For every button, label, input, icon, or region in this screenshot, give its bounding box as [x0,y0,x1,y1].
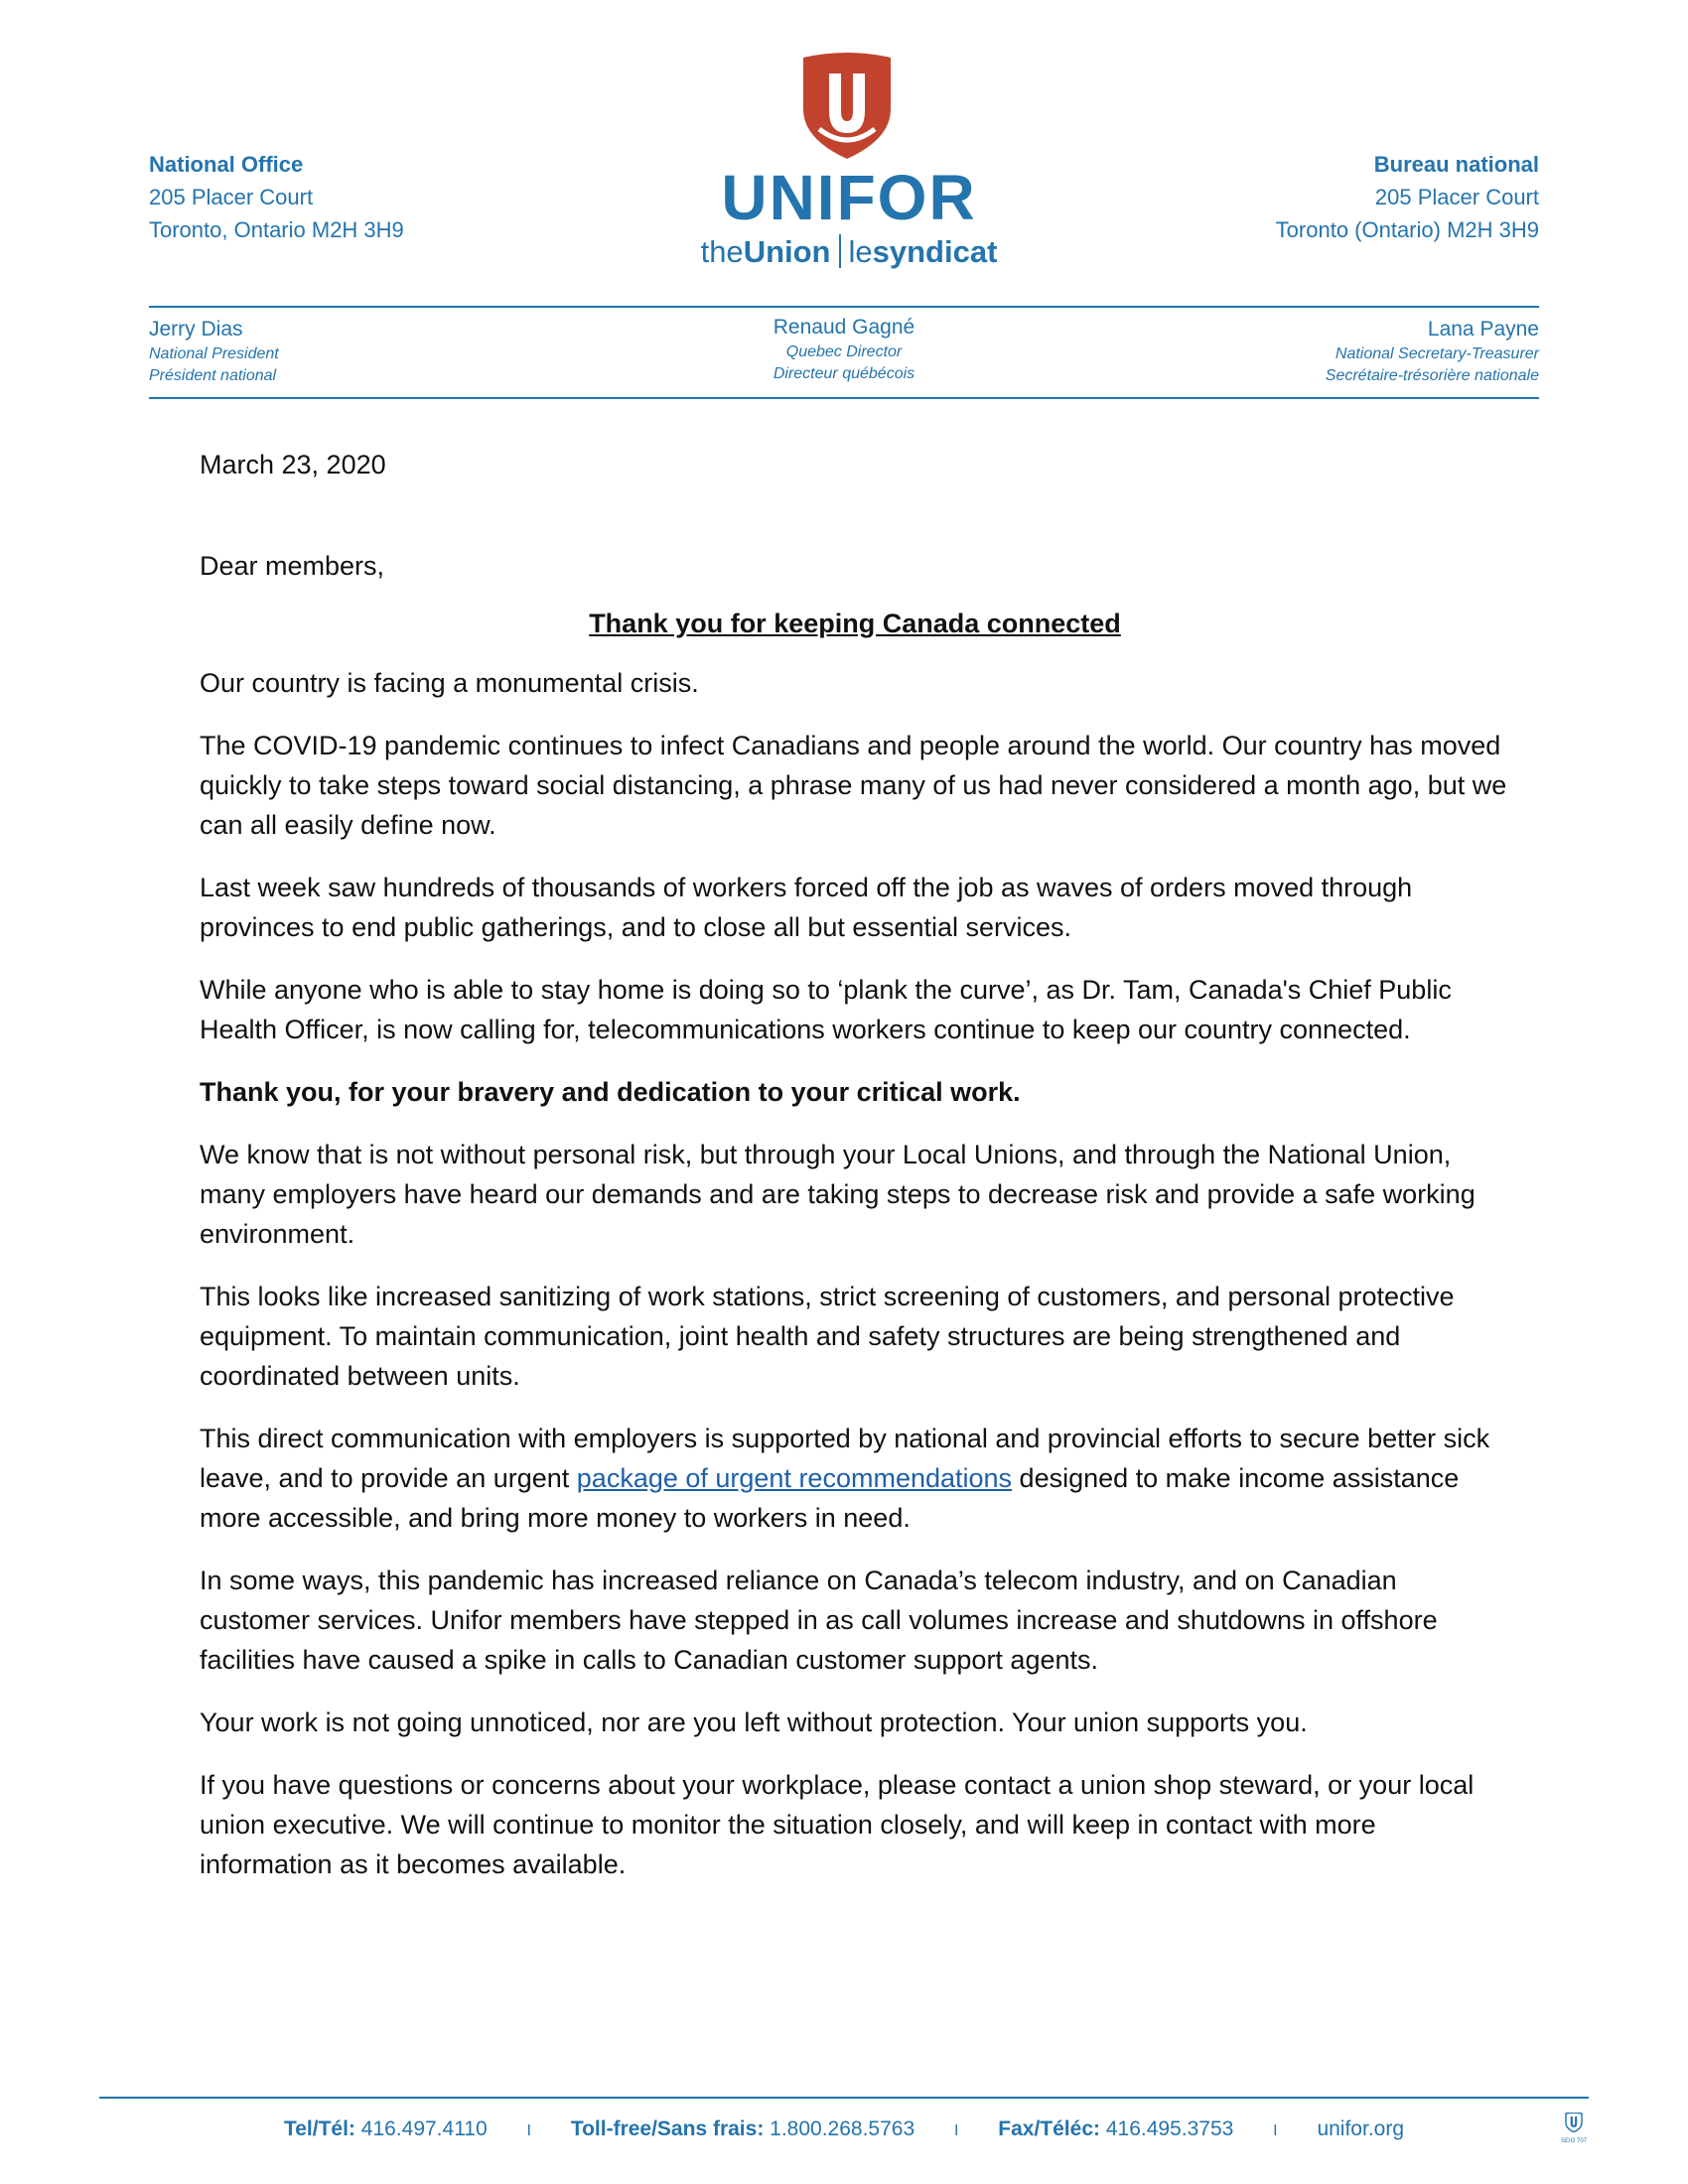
fax-label: Fax/Téléc: [998,2117,1100,2140]
officer-name: Jerry Dias [149,318,243,341]
footer-mini-logo [1561,2113,1587,2152]
footer-divider: I [953,2122,959,2139]
tagline-syndicat: syndicat [872,234,998,269]
bureau-national-title: Bureau national [1373,152,1539,177]
letter-paragraph: While anyone who is able to stay home is doing so to ‘plank the curve’, as Dr. Tam, Canada's Chief Public Health Officer, is now calling for, telecommunications workers continue to keep our country connected. [200,975,1452,1044]
unifor-logo [695,52,1003,280]
tagline-union: Union [743,234,831,269]
letter-paragraph-with-link [200,1419,1510,1538]
letter-paragraph: Your work is not going unnoticed, nor are you left without protection. Your union supports you. [200,1707,1308,1737]
officer-quebec-director [695,314,993,385]
letter-subject: Thank you for keeping Canada connected [589,609,1121,638]
footer-divider: I [526,2122,531,2139]
tagline-divider [839,234,841,268]
letter-paragraph: If you have questions or concerns about your workplace, please contact a union shop steward, or your local union executive. We will continue to monitor the situation closely, and will keep in contact with more information as it becomes available. [200,1770,1475,1879]
officer-title-en: National President [149,345,279,362]
letter-paragraph: This looks like increased sanitizing of work stations, strict screening of customers, and personal protective equipment. To maintain communication, joint health and safety structures are being strengthened and coordinated between units. [200,1282,1455,1391]
fax-number: 416.495.3753 [1105,2117,1234,2140]
letter-body [200,445,1510,1907]
officer-title-fr: Directeur québécois [773,365,915,382]
officer-name: Renaud Gagné [773,316,915,339]
letter-salutation: Dear members, [200,551,385,581]
unifor-wordmark: UNIFOR [721,162,977,233]
unifor-tagline [695,232,1003,272]
bureau-national-city: Toronto (Ontario) M2H 3H9 [1275,217,1539,242]
footer-contact [0,2115,1688,2146]
national-office-city: Toronto, Ontario M2H 3H9 [149,217,404,242]
officer-secretary-treasurer [1326,316,1539,387]
urgent-recommendations-link[interactable]: package of urgent recommendations [576,1463,1013,1493]
tollfree-label: Toll-free/Sans frais: [570,2117,765,2140]
mini-logo-caption: SEIG 707 [1561,2138,1588,2144]
officer-president [149,316,279,387]
officer-band-top-rule [149,306,1539,308]
mini-shield-icon [1565,2113,1583,2132]
letter-paragraph: Our country is facing a monumental crisis. [200,668,699,698]
letter-paragraph: Last week saw hundreds of thousands of workers forced off the job as waves of orders moved through provinces to end public gatherings, and to close all but essential services. [200,873,1413,942]
tel-number: 416.497.4110 [360,2117,488,2140]
tel-label: Tel/Tél: [283,2117,355,2140]
officer-title-en: Quebec Director [785,343,903,360]
letter-text: designed to make income assistance more accessible, and bring more money to workers in need. [200,1463,1460,1533]
footer-divider: I [1273,2122,1278,2139]
bureau-national-street: 205 Placer Court [1374,185,1539,209]
letter-text: This direct communication with employers is supported by national and provincial efforts to secure better sick leave, and to provide an urgent [200,1424,1490,1493]
officer-name: Lana Payne [1427,318,1539,341]
letter-thanks-statement: Thank you, for your bravery and dedication to your critical work. [200,1077,1021,1107]
national-office-street: 205 Placer Court [149,185,314,209]
national-office-address [149,148,404,246]
letter-paragraph: In some ways, this pandemic has increased reliance on Canada’s telecom industry, and on Canadian customer services. Unifor members have stepped in as call volumes increase and shutdowns in offshore facilities have caused a spike in calls to Canadian customer support agents. [200,1566,1438,1675]
letter-paragraph: The COVID-19 pandemic continues to infect Canadians and people around the world. Our country has moved quickly to take steps toward social distancing, a phrase many of us had never considered a month ago, but we can all easily define now. [200,731,1507,840]
website-link[interactable]: unifor.org [1317,2117,1405,2140]
officer-title-fr: Secrétaire-trésorière nationale [1325,367,1539,384]
officer-title-fr: Président national [149,367,277,384]
unifor-shield-icon [799,52,895,161]
tollfree-number: 1.800.268.5763 [770,2117,915,2140]
officer-title-en: National Secretary-Treasurer [1335,345,1539,362]
national-office-title: National Office [149,152,304,177]
bureau-national-address [1276,148,1539,246]
letter-date: March 23, 2020 [200,450,386,479]
tagline-the: the [700,234,744,269]
tagline-le: le [848,234,873,269]
letter-paragraph: We know that is not without personal risk, but through your Local Unions, and through the National Union, many employers have heard our demands and are taking steps to decrease risk and provide a safe working environment. [200,1140,1476,1249]
officer-band-bottom-rule [149,397,1539,399]
footer-rule [99,2097,1589,2099]
